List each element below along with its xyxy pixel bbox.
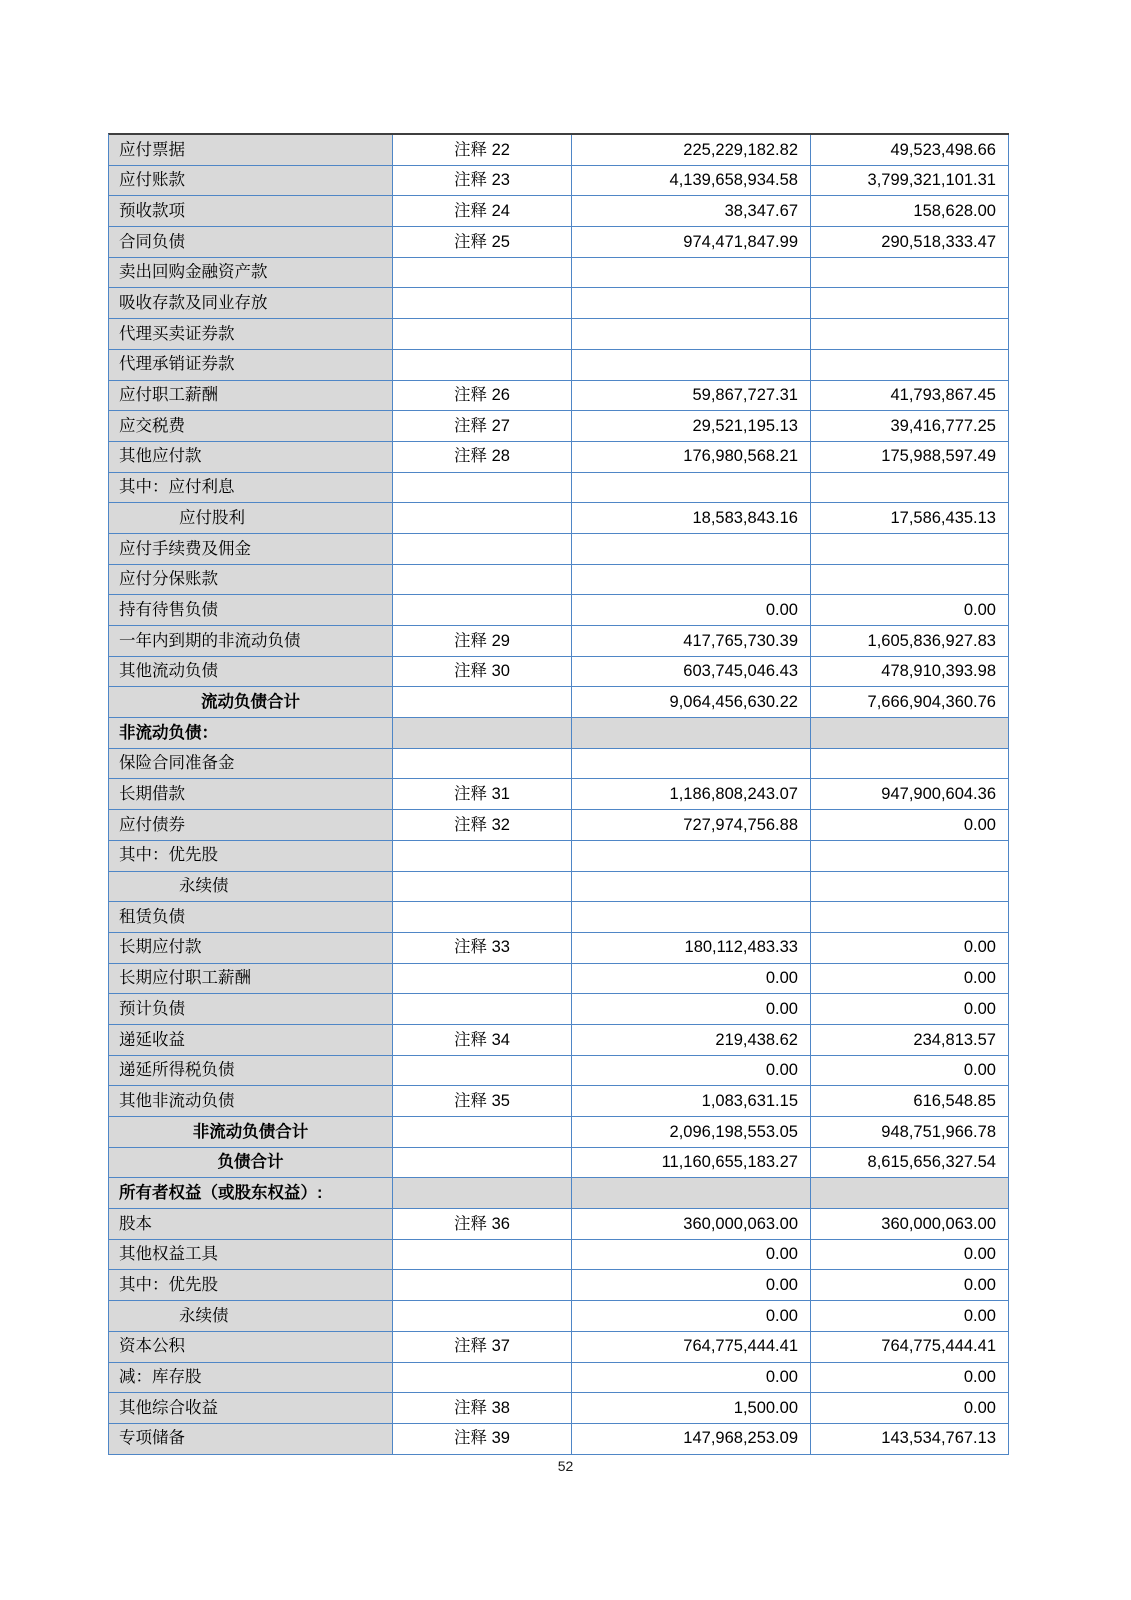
note-ref-cell: 注释 23 xyxy=(393,166,572,197)
current-amount-cell: 38,347.67 xyxy=(572,196,811,227)
prior-amount-cell: 0.00 xyxy=(811,810,1009,841)
table-row xyxy=(109,565,1009,596)
table-row xyxy=(109,1086,1009,1117)
table-row xyxy=(109,933,1009,964)
item-label-cell: 其中：优先股 xyxy=(109,1270,393,1301)
table-row xyxy=(109,350,1009,381)
note-ref-cell xyxy=(393,749,572,780)
item-label-cell: 减：库存股 xyxy=(109,1363,393,1394)
note-ref-cell xyxy=(393,350,572,381)
table-row xyxy=(109,1056,1009,1087)
prior-amount-cell xyxy=(811,565,1009,596)
item-label-cell: 应付票据 xyxy=(109,135,393,166)
note-ref-cell: 注释 29 xyxy=(393,626,572,657)
current-amount-cell xyxy=(572,749,811,780)
current-amount-cell xyxy=(572,841,811,872)
note-ref-cell: 注释 24 xyxy=(393,196,572,227)
table-row xyxy=(109,810,1009,841)
note-ref-cell: 注释 26 xyxy=(393,381,572,412)
current-amount-cell: 180,112,483.33 xyxy=(572,933,811,964)
prior-amount-cell: 290,518,333.47 xyxy=(811,227,1009,258)
prior-amount-cell: 0.00 xyxy=(811,1301,1009,1332)
note-ref-cell xyxy=(393,565,572,596)
prior-amount-cell xyxy=(811,350,1009,381)
note-ref-cell: 注释 27 xyxy=(393,411,572,442)
note-ref-cell xyxy=(393,841,572,872)
item-label-cell: 其他非流动负债 xyxy=(109,1086,393,1117)
note-ref-cell xyxy=(393,1148,572,1179)
current-amount-cell: 176,980,568.21 xyxy=(572,442,811,473)
item-label-cell: 长期应付职工薪酬 xyxy=(109,964,393,995)
item-label-cell: 卖出回购金融资产款 xyxy=(109,258,393,289)
note-ref-cell xyxy=(393,288,572,319)
note-ref-cell xyxy=(393,473,572,504)
prior-amount-cell: 234,813.57 xyxy=(811,1025,1009,1056)
prior-amount-cell: 49,523,498.66 xyxy=(811,135,1009,166)
prior-amount-cell: 0.00 xyxy=(811,1240,1009,1271)
prior-amount-cell: 3,799,321,101.31 xyxy=(811,166,1009,197)
item-label-cell: 合同负债 xyxy=(109,227,393,258)
table-row xyxy=(109,1332,1009,1363)
current-amount-cell: 4,139,658,934.58 xyxy=(572,166,811,197)
table-row xyxy=(109,872,1009,903)
item-label-cell: 代理承销证券款 xyxy=(109,350,393,381)
prior-amount-cell xyxy=(811,749,1009,780)
table-row xyxy=(109,166,1009,197)
item-label-cell: 递延收益 xyxy=(109,1025,393,1056)
note-ref-cell: 注释 39 xyxy=(393,1424,572,1455)
item-label-cell: 预收款项 xyxy=(109,196,393,227)
table-row xyxy=(109,534,1009,565)
note-ref-cell xyxy=(393,1240,572,1271)
prior-amount-cell: 175,988,597.49 xyxy=(811,442,1009,473)
current-amount-cell: 1,500.00 xyxy=(572,1393,811,1424)
table-row xyxy=(109,994,1009,1025)
table-row xyxy=(109,288,1009,319)
item-label-cell: 持有待售负债 xyxy=(109,595,393,626)
prior-amount-cell: 0.00 xyxy=(811,933,1009,964)
table-row xyxy=(109,657,1009,688)
prior-amount-cell: 0.00 xyxy=(811,1363,1009,1394)
prior-amount-cell xyxy=(811,319,1009,350)
table-row xyxy=(109,1393,1009,1424)
note-ref-cell: 注释 25 xyxy=(393,227,572,258)
prior-amount-cell: 764,775,444.41 xyxy=(811,1332,1009,1363)
item-label-cell: 一年内到期的非流动负债 xyxy=(109,626,393,657)
note-ref-cell: 注释 31 xyxy=(393,779,572,810)
item-label-cell: 应付职工薪酬 xyxy=(109,381,393,412)
note-ref-cell xyxy=(393,902,572,933)
item-label-cell: 其他权益工具 xyxy=(109,1240,393,1271)
prior-amount-cell xyxy=(811,534,1009,565)
note-ref-cell xyxy=(393,534,572,565)
table-row xyxy=(109,503,1009,534)
item-label-cell: 长期应付款 xyxy=(109,933,393,964)
current-amount-cell: 11,160,655,183.27 xyxy=(572,1148,811,1179)
prior-amount-cell: 8,615,656,327.54 xyxy=(811,1148,1009,1179)
prior-amount-cell xyxy=(811,1178,1009,1209)
table-row xyxy=(109,381,1009,412)
table-row xyxy=(109,964,1009,995)
table-row xyxy=(109,1209,1009,1240)
prior-amount-cell: 41,793,867.45 xyxy=(811,381,1009,412)
prior-amount-cell: 1,605,836,927.83 xyxy=(811,626,1009,657)
note-ref-cell xyxy=(393,1363,572,1394)
current-amount-cell: 9,064,456,630.22 xyxy=(572,687,811,718)
item-label-cell: 应付股利 xyxy=(109,503,393,534)
current-amount-cell: 603,745,046.43 xyxy=(572,657,811,688)
prior-amount-cell: 17,586,435.13 xyxy=(811,503,1009,534)
prior-amount-cell: 39,416,777.25 xyxy=(811,411,1009,442)
current-amount-cell xyxy=(572,872,811,903)
table-row xyxy=(109,718,1009,749)
current-amount-cell xyxy=(572,565,811,596)
item-label-cell: 资本公积 xyxy=(109,1332,393,1363)
item-label-cell: 专项储备 xyxy=(109,1424,393,1455)
item-label-cell: 永续债 xyxy=(109,1301,393,1332)
item-label-cell: 应付分保账款 xyxy=(109,565,393,596)
table-row xyxy=(109,411,1009,442)
note-ref-cell xyxy=(393,872,572,903)
item-label-cell: 所有者权益（或股东权益）: xyxy=(109,1178,393,1209)
current-amount-cell: 18,583,843.16 xyxy=(572,503,811,534)
note-ref-cell xyxy=(393,964,572,995)
item-label-cell: 代理买卖证券款 xyxy=(109,319,393,350)
note-ref-cell: 注释 22 xyxy=(393,135,572,166)
prior-amount-cell: 0.00 xyxy=(811,1393,1009,1424)
current-amount-cell: 0.00 xyxy=(572,1301,811,1332)
current-amount-cell: 0.00 xyxy=(572,964,811,995)
note-ref-cell xyxy=(393,1301,572,1332)
prior-amount-cell: 947,900,604.36 xyxy=(811,779,1009,810)
note-ref-cell: 注释 37 xyxy=(393,1332,572,1363)
prior-amount-cell xyxy=(811,258,1009,289)
note-ref-cell xyxy=(393,258,572,289)
table-row xyxy=(109,1240,1009,1271)
prior-amount-cell xyxy=(811,902,1009,933)
table-row xyxy=(109,319,1009,350)
current-amount-cell: 0.00 xyxy=(572,1363,811,1394)
prior-amount-cell: 7,666,904,360.76 xyxy=(811,687,1009,718)
current-amount-cell xyxy=(572,718,811,749)
table-row xyxy=(109,196,1009,227)
table-row xyxy=(109,687,1009,718)
balance-sheet-table xyxy=(108,133,1009,1455)
current-amount-cell: 1,083,631.15 xyxy=(572,1086,811,1117)
prior-amount-cell xyxy=(811,841,1009,872)
current-amount-cell: 0.00 xyxy=(572,1240,811,1271)
item-label-cell: 永续债 xyxy=(109,872,393,903)
item-label-cell: 流动负债合计 xyxy=(109,687,393,718)
table-row xyxy=(109,1117,1009,1148)
current-amount-cell xyxy=(572,319,811,350)
prior-amount-cell: 478,910,393.98 xyxy=(811,657,1009,688)
current-amount-cell: 147,968,253.09 xyxy=(572,1424,811,1455)
note-ref-cell: 注释 33 xyxy=(393,933,572,964)
prior-amount-cell: 158,628.00 xyxy=(811,196,1009,227)
note-ref-cell xyxy=(393,1178,572,1209)
item-label-cell: 其他应付款 xyxy=(109,442,393,473)
current-amount-cell: 2,096,198,553.05 xyxy=(572,1117,811,1148)
note-ref-cell xyxy=(393,1270,572,1301)
note-ref-cell: 注释 34 xyxy=(393,1025,572,1056)
note-ref-cell xyxy=(393,687,572,718)
current-amount-cell: 0.00 xyxy=(572,1270,811,1301)
prior-amount-cell xyxy=(811,872,1009,903)
item-label-cell: 应付手续费及佣金 xyxy=(109,534,393,565)
note-ref-cell: 注释 28 xyxy=(393,442,572,473)
current-amount-cell: 727,974,756.88 xyxy=(572,810,811,841)
current-amount-cell xyxy=(572,1178,811,1209)
note-ref-cell xyxy=(393,595,572,626)
item-label-cell: 应交税费 xyxy=(109,411,393,442)
item-label-cell: 应付债券 xyxy=(109,810,393,841)
item-label-cell: 预计负债 xyxy=(109,994,393,1025)
current-amount-cell: 0.00 xyxy=(572,595,811,626)
prior-amount-cell: 0.00 xyxy=(811,964,1009,995)
table-row xyxy=(109,749,1009,780)
current-amount-cell: 974,471,847.99 xyxy=(572,227,811,258)
note-ref-cell xyxy=(393,319,572,350)
current-amount-cell xyxy=(572,534,811,565)
table-row xyxy=(109,902,1009,933)
table-row xyxy=(109,1270,1009,1301)
item-label-cell: 其他流动负债 xyxy=(109,657,393,688)
current-amount-cell: 0.00 xyxy=(572,1056,811,1087)
table-row xyxy=(109,135,1009,166)
table-row xyxy=(109,1424,1009,1455)
note-ref-cell xyxy=(393,1056,572,1087)
current-amount-cell: 219,438.62 xyxy=(572,1025,811,1056)
item-label-cell: 长期借款 xyxy=(109,779,393,810)
current-amount-cell xyxy=(572,288,811,319)
table-row xyxy=(109,1148,1009,1179)
item-label-cell: 其中：优先股 xyxy=(109,841,393,872)
prior-amount-cell xyxy=(811,718,1009,749)
item-label-cell: 递延所得税负债 xyxy=(109,1056,393,1087)
prior-amount-cell: 143,534,767.13 xyxy=(811,1424,1009,1455)
current-amount-cell: 0.00 xyxy=(572,994,811,1025)
current-amount-cell: 360,000,063.00 xyxy=(572,1209,811,1240)
note-ref-cell xyxy=(393,1117,572,1148)
item-label-cell: 非流动负债： xyxy=(109,718,393,749)
item-label-cell: 租赁负债 xyxy=(109,902,393,933)
current-amount-cell xyxy=(572,473,811,504)
current-amount-cell: 59,867,727.31 xyxy=(572,381,811,412)
prior-amount-cell: 0.00 xyxy=(811,1270,1009,1301)
table-row xyxy=(109,626,1009,657)
prior-amount-cell: 360,000,063.00 xyxy=(811,1209,1009,1240)
prior-amount-cell: 0.00 xyxy=(811,994,1009,1025)
note-ref-cell xyxy=(393,994,572,1025)
note-ref-cell: 注释 32 xyxy=(393,810,572,841)
item-label-cell: 吸收存款及同业存放 xyxy=(109,288,393,319)
table-row xyxy=(109,473,1009,504)
current-amount-cell: 225,229,182.82 xyxy=(572,135,811,166)
table-row xyxy=(109,258,1009,289)
prior-amount-cell: 0.00 xyxy=(811,595,1009,626)
item-label-cell: 保险合同准备金 xyxy=(109,749,393,780)
table-row xyxy=(109,1363,1009,1394)
note-ref-cell: 注释 30 xyxy=(393,657,572,688)
table-row xyxy=(109,595,1009,626)
current-amount-cell: 417,765,730.39 xyxy=(572,626,811,657)
current-amount-cell: 1,186,808,243.07 xyxy=(572,779,811,810)
table-row xyxy=(109,1301,1009,1332)
table-row xyxy=(109,227,1009,258)
table-row xyxy=(109,442,1009,473)
note-ref-cell xyxy=(393,503,572,534)
note-ref-cell: 注释 36 xyxy=(393,1209,572,1240)
page-number: 52 xyxy=(557,1458,574,1474)
item-label-cell: 负债合计 xyxy=(109,1148,393,1179)
table-row xyxy=(109,1178,1009,1209)
current-amount-cell: 29,521,195.13 xyxy=(572,411,811,442)
prior-amount-cell: 948,751,966.78 xyxy=(811,1117,1009,1148)
item-label-cell: 其中：应付利息 xyxy=(109,473,393,504)
prior-amount-cell: 0.00 xyxy=(811,1056,1009,1087)
current-amount-cell: 764,775,444.41 xyxy=(572,1332,811,1363)
current-amount-cell xyxy=(572,258,811,289)
item-label-cell: 股本 xyxy=(109,1209,393,1240)
table-row xyxy=(109,779,1009,810)
prior-amount-cell xyxy=(811,288,1009,319)
item-label-cell: 其他综合收益 xyxy=(109,1393,393,1424)
prior-amount-cell: 616,548.85 xyxy=(811,1086,1009,1117)
current-amount-cell xyxy=(572,350,811,381)
note-ref-cell: 注释 38 xyxy=(393,1393,572,1424)
prior-amount-cell xyxy=(811,473,1009,504)
table-row xyxy=(109,841,1009,872)
item-label-cell: 应付账款 xyxy=(109,166,393,197)
note-ref-cell xyxy=(393,718,572,749)
note-ref-cell: 注释 35 xyxy=(393,1086,572,1117)
item-label-cell: 非流动负债合计 xyxy=(109,1117,393,1148)
table-row xyxy=(109,1025,1009,1056)
current-amount-cell xyxy=(572,902,811,933)
